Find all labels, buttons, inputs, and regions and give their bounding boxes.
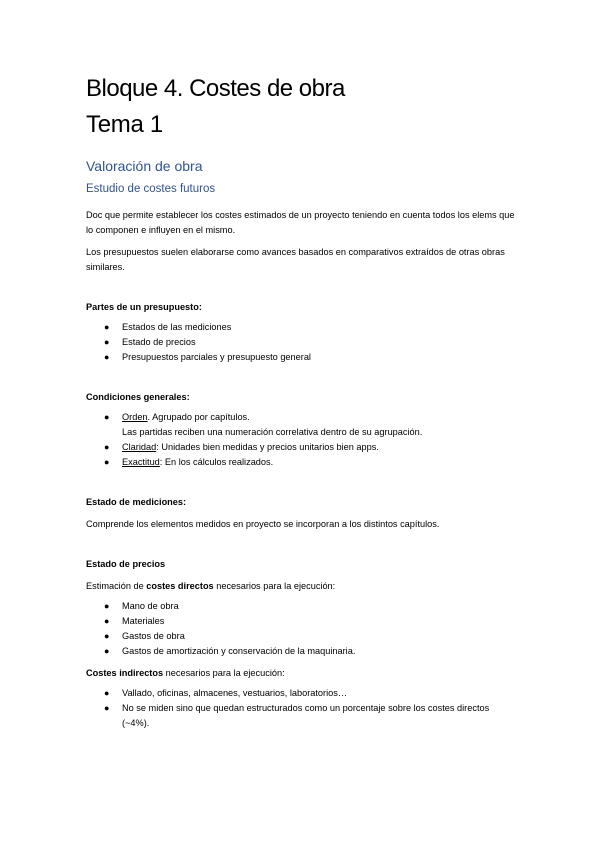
list-item-text: Presupuestos parciales y presupuesto general	[122, 352, 311, 362]
intro-post: necesarios para la ejecución:	[213, 581, 336, 591]
list-partes	[86, 320, 516, 365]
term-exactitud: Exactitud	[122, 457, 160, 467]
orden-line2: Las partidas reciben una numeración correlativa dentro de su agrupación.	[122, 427, 423, 437]
term-orden: Orden	[122, 412, 148, 422]
indirect-post: necesarios para la ejecución:	[163, 668, 285, 678]
label-precios: Estado de precios	[86, 559, 166, 569]
document-subtitle: Tema 1	[86, 111, 163, 138]
list-item	[86, 701, 516, 731]
orden-text: . Agrupado por capítulos.	[147, 412, 250, 422]
bullet-icon: ●	[104, 457, 110, 467]
paragraph-mediciones: Comprende los elementos medidos en proyecto se incorporan a los distintos capítulos.	[86, 519, 440, 529]
list-item	[86, 629, 516, 644]
list-costes-directos	[86, 599, 516, 659]
exactitud-text: : En los cálculos realizados.	[159, 457, 274, 467]
bullet-icon: ●	[104, 631, 110, 641]
paragraph-presupuestos: Los presupuestos suelen elaborarse como avances basados en comparativos extraídos de otras obras similares.	[86, 247, 505, 272]
list-item-text: Estados de las mediciones	[122, 322, 232, 332]
list-item	[86, 350, 516, 365]
heading-estudio: Estudio de costes futuros	[86, 183, 216, 195]
claridad-text: : Unidades bien medidas y precios unitarios bien apps.	[156, 442, 379, 452]
bullet-icon: ●	[104, 688, 110, 698]
list-item	[86, 614, 516, 629]
list-item	[86, 686, 516, 701]
indirect-bold: Costes indirectos	[86, 668, 164, 678]
label-condiciones: Condiciones generales:	[86, 392, 190, 402]
list-item-text: Vallado, oficinas, almacenes, vestuarios, laboratorios…	[122, 688, 348, 698]
paragraph-costes-indirectos	[86, 666, 516, 681]
bullet-icon: ●	[104, 352, 110, 362]
list-item-text: Gastos de obra	[122, 631, 185, 641]
list-item-text: No se miden sino que quedan estructurados como un porcentaje sobre los costes directos (~4%).	[122, 703, 490, 728]
paragraph-costes-directos	[86, 579, 516, 594]
list-item-text: Materiales	[122, 616, 165, 626]
document-content	[86, 74, 516, 731]
list-item-exactitud	[86, 455, 516, 470]
paragraph-definition: Doc que permite establecer los costes estimados de un proyecto teniendo en cuenta todos los elems que lo componen e influyen en el mismo.	[86, 210, 515, 235]
bullet-icon: ●	[104, 442, 110, 452]
heading-valoracion: Valoración de obra	[86, 158, 203, 174]
list-item	[86, 320, 516, 335]
bullet-icon: ●	[104, 322, 110, 332]
list-item	[86, 335, 516, 350]
list-item-orden	[86, 410, 516, 440]
document-title: Bloque 4. Costes de obra	[86, 75, 345, 102]
list-item-text: Gastos de amortización y conservación de la maquinaria.	[122, 646, 356, 656]
list-costes-indirectos	[86, 686, 516, 731]
list-condiciones	[86, 410, 516, 470]
bullet-icon: ●	[104, 601, 110, 611]
intro-pre: Estimación de	[86, 581, 147, 591]
list-item-text: Estado de precios	[122, 337, 196, 347]
bullet-icon: ●	[104, 616, 110, 626]
list-item-claridad	[86, 440, 516, 455]
bullet-icon: ●	[104, 412, 110, 422]
term-claridad: Claridad	[122, 442, 157, 452]
list-item	[86, 644, 516, 659]
list-item	[86, 599, 516, 614]
list-item-text: Mano de obra	[122, 601, 179, 611]
bullet-icon: ●	[104, 703, 110, 713]
bullet-icon: ●	[104, 646, 110, 656]
bullet-icon: ●	[104, 337, 110, 347]
label-partes: Partes de un presupuesto:	[86, 302, 202, 312]
intro-bold: costes directos	[146, 581, 214, 591]
label-mediciones: Estado de mediciones:	[86, 497, 187, 507]
